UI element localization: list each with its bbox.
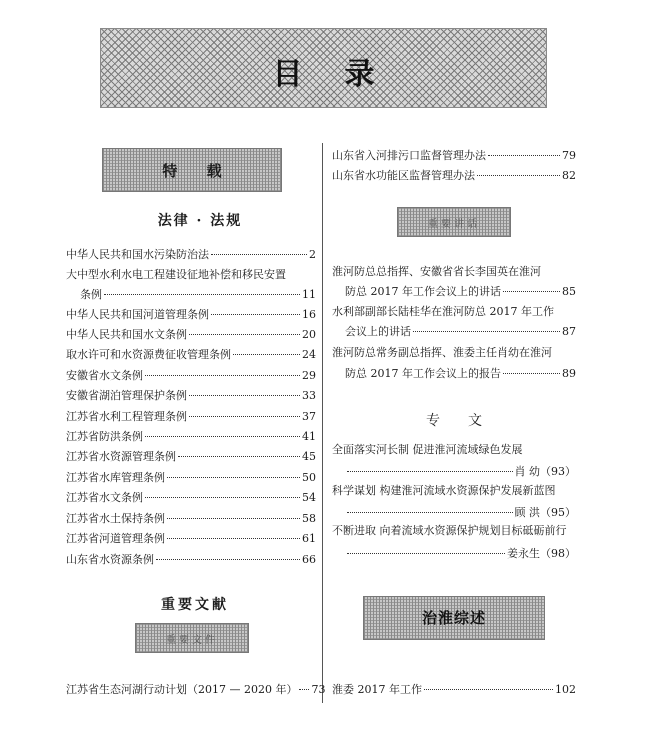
leader-dots [156, 559, 300, 560]
toc-entry-title: 条例 [80, 288, 102, 301]
toc-entry-title: 取水许可和水资源费征收管理条例 [66, 348, 231, 361]
toc-entry[interactable] [345, 506, 576, 520]
toc-entry-page: 24 [302, 348, 316, 361]
leader-dots [477, 175, 560, 176]
leader-dots [145, 436, 300, 437]
toc-entry-title: 山东省水资源条例 [66, 553, 154, 566]
toc-entry-title: 山东省水功能区监督管理办法 [332, 169, 475, 182]
toc-entry-author: 肖 幼（93） [514, 465, 576, 478]
toc-entry-page: 45 [302, 450, 316, 463]
leader-dots [167, 477, 300, 478]
subhead-documents: 重要文献 [161, 597, 229, 613]
toc-entry-title[interactable]: 大中型水利水电工程建设征地补偿和移民安置 [66, 268, 286, 281]
section-header-label: 特 载 [162, 162, 234, 180]
leader-dots [347, 553, 505, 554]
leader-dots [189, 334, 300, 335]
toc-entry-page: 82 [562, 169, 576, 182]
toc-entry[interactable] [66, 471, 316, 485]
title-banner [100, 28, 547, 108]
toc-entry-author: 顾 洪（95） [514, 506, 576, 519]
toc-entry[interactable] [332, 683, 576, 697]
toc-entry-title: 中华人民共和国河道管理条例 [66, 308, 209, 321]
toc-entry[interactable] [80, 288, 316, 302]
subhead-articles: 专文 [426, 413, 510, 429]
toc-entry-title[interactable]: 科学谋划 构建淮河流域水资源保护发展新蓝图 [332, 484, 556, 497]
toc-entry-page: 58 [302, 512, 316, 525]
toc-entry[interactable] [345, 325, 576, 339]
section-header-summary [363, 596, 545, 640]
toc-entry-page: 33 [302, 389, 316, 402]
leader-dots [167, 538, 300, 539]
toc-entry-title: 江苏省生态河湖行动计划（2017 — 2020 年） [66, 683, 298, 696]
toc-entry-title: 江苏省水资源管理条例 [66, 450, 176, 463]
leader-dots [347, 471, 513, 472]
toc-entry[interactable] [66, 308, 316, 322]
leader-dots [347, 512, 513, 513]
page-title: 目录 [272, 57, 417, 92]
toc-entry-page: 41 [302, 430, 316, 443]
toc-entry-title: 防总 2017 年工作会议上的讲话 [345, 285, 501, 298]
toc-entry-page: 50 [302, 471, 316, 484]
subhead-laws: 法律 · 法规 [157, 213, 243, 229]
toc-entry-title[interactable]: 水利部副部长陆桂华在淮河防总 2017 年工作 [332, 305, 554, 318]
toc-entry-page: 61 [302, 532, 316, 545]
toc-entry-page: 37 [302, 410, 316, 423]
toc-entry[interactable] [345, 465, 576, 479]
leader-dots [488, 155, 560, 156]
leader-dots [233, 354, 300, 355]
toc-entry[interactable] [332, 149, 576, 163]
leader-dots [189, 395, 300, 396]
toc-entry[interactable] [66, 553, 316, 567]
toc-entry-page: 66 [302, 553, 316, 566]
toc-entry-title: 中华人民共和国水污染防治法 [66, 248, 209, 261]
section-header-label: 治淮综述 [421, 609, 486, 627]
toc-entry[interactable] [66, 410, 316, 424]
toc-entry-title: 江苏省水文条例 [66, 491, 143, 504]
toc-entry-title[interactable]: 全面落实河长制 促进淮河流域绿色发展 [332, 443, 523, 456]
toc-entry-page: 11 [302, 288, 316, 301]
toc-entry-title: 防总 2017 年工作会议上的报告 [345, 367, 501, 380]
leader-dots [189, 416, 300, 417]
toc-entry-page: 73 [311, 683, 326, 696]
section-header-label: 重要文件 [166, 635, 218, 646]
toc-entry[interactable] [345, 547, 576, 561]
toc-entry-title: 淮委 2017 年工作 [332, 683, 422, 696]
toc-entry[interactable] [66, 389, 316, 403]
toc-entry[interactable] [332, 169, 576, 183]
leader-dots [178, 456, 300, 457]
leader-dots [299, 689, 309, 690]
toc-entry[interactable] [345, 285, 576, 299]
toc-entry-title: 江苏省水库管理条例 [66, 471, 165, 484]
toc-entry-page: 20 [302, 328, 316, 341]
toc-entry[interactable] [66, 430, 316, 444]
toc-entry-title: 江苏省河道管理条例 [66, 532, 165, 545]
toc-entry-title: 安徽省水文条例 [66, 369, 143, 382]
toc-entry-title: 中华人民共和国水文条例 [66, 328, 187, 341]
leader-dots [503, 291, 560, 292]
toc-entry-title: 山东省入河排污口监督管理办法 [332, 149, 486, 162]
toc-entry-page: 29 [302, 369, 316, 382]
leader-dots [424, 689, 553, 690]
toc-entry-page: 87 [562, 325, 576, 338]
toc-entry-title: 安徽省湖泊管理保护条例 [66, 389, 187, 402]
toc-entry-title: 会议上的讲话 [345, 325, 411, 338]
toc-entry[interactable] [66, 450, 316, 464]
toc-entry-page: 2 [309, 248, 316, 261]
toc-entry[interactable] [66, 532, 316, 546]
section-header-label: 重要讲话 [428, 219, 480, 230]
toc-entry-page: 89 [562, 367, 576, 380]
toc-entry-title: 江苏省水土保持条例 [66, 512, 165, 525]
toc-entry-page: 54 [302, 491, 316, 504]
leader-dots [104, 294, 300, 295]
toc-entry[interactable] [66, 248, 316, 262]
toc-entry-title[interactable]: 淮河防总总指挥、安徽省省长李国英在淮河 [332, 265, 541, 278]
toc-entry-title[interactable]: 不断进取 向着流域水资源保护规划目标砥砺前行 [332, 524, 567, 537]
toc-entry-title: 江苏省防洪条例 [66, 430, 143, 443]
toc-entry-page: 16 [302, 308, 316, 321]
leader-dots [211, 254, 307, 255]
section-header-documents [135, 623, 249, 653]
toc-entry[interactable] [66, 512, 316, 526]
toc-entry-title: 江苏省水利工程管理条例 [66, 410, 187, 423]
toc-entry-author: 姜永生（98） [507, 547, 576, 560]
toc-entry-title[interactable]: 淮河防总常务副总指挥、淮委主任肖幼在淮河 [332, 346, 552, 359]
leader-dots [503, 373, 560, 374]
toc-entry-page: 102 [555, 683, 576, 696]
leader-dots [167, 518, 300, 519]
toc-entry-page: 85 [562, 285, 576, 298]
leader-dots [413, 331, 560, 332]
leader-dots [145, 497, 300, 498]
leader-dots [145, 375, 300, 376]
toc-entry[interactable] [345, 367, 576, 381]
section-header-tezai [102, 148, 282, 192]
column-divider [322, 143, 323, 703]
toc-entry[interactable] [66, 328, 316, 342]
toc-entry[interactable] [66, 491, 316, 505]
leader-dots [211, 314, 300, 315]
section-header-speeches [397, 207, 511, 237]
toc-entry[interactable] [66, 683, 326, 697]
toc-entry[interactable] [66, 348, 316, 362]
toc-entry-page: 79 [562, 149, 576, 162]
toc-entry[interactable] [66, 369, 316, 383]
